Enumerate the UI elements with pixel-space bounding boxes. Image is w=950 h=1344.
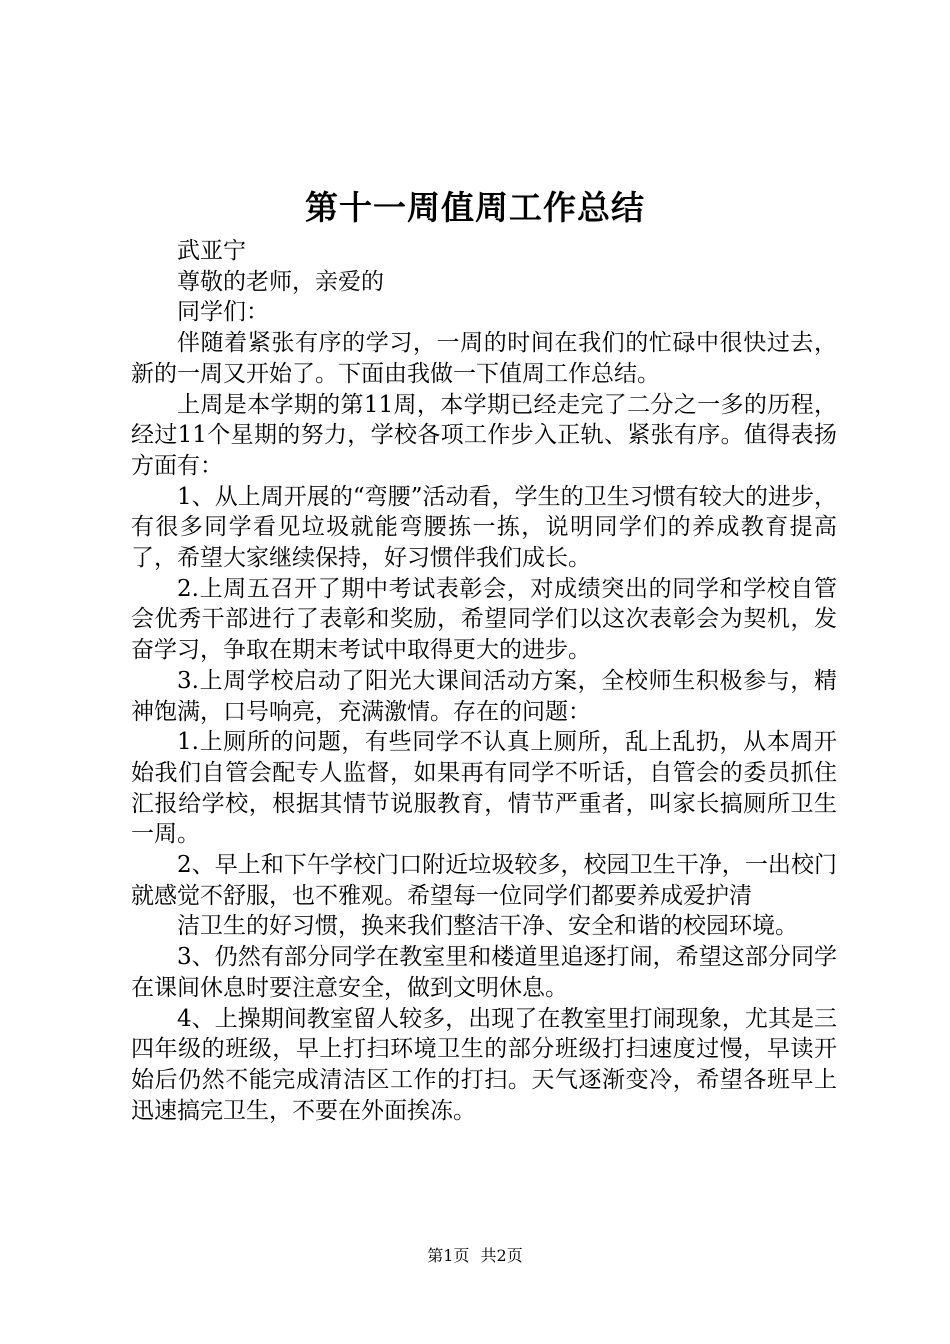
page-number: 第1页 — [427, 1246, 470, 1265]
paragraph-issue-4: 4、上操期间教室留人较多，出现了在教室里打闹现象，尤其是三四年级的班级，早上打扫环境卫生的部分班级打扫速度过慢，早读开始后仍然不能完成清洁区工作的打扫。天气逐渐变冷，希望各班早上迅速搞完卫生，不要在外面挨冻。 — [131, 1005, 837, 1124]
paragraph-issue-1: 1.上厕所的问题，有些同学不认真上厕所，乱上乱扔，从本周开始我们自管会配专人监督，如果再有同学不听话，自管会的委员抓住汇报给学校，根据其情节说服教育，情节严重者，叫家长搞厕所卫生一周。 — [131, 729, 837, 848]
paragraph-issue-3: 3、仍然有部分同学在教室里和楼道里追逐打闹，希望这部分同学在课间休息时要注意安全，做到文明休息。 — [131, 944, 837, 1001]
document-title: 第十一周值周工作总结 — [305, 188, 645, 227]
salutation-line-1: 尊敬的老师，亲爱的 — [177, 268, 384, 295]
author-line: 武亚宁 — [177, 238, 246, 264]
paragraph-intro: 伴随着紧张有序的学习，一周的时间在我们的忙碌中很快过去，新的一周又开始了。下面由我做一下值周工作总结。 — [131, 330, 837, 387]
paragraph-issue-2: 2、早上和下午学校门口附近垃圾较多，校园卫生干净，一出校门就感觉不舒服，也不雅观。希望每一位同学们都要养成爱护清 — [131, 852, 837, 909]
paragraph-praise-2: 2.上周五召开了期中考试表彰会，对成绩突出的同学和学校自管会优秀干部进行了表彰和奖励，希望同学们以这次表彰会为契机，发奋学习，争取在期末考试中取得更大的进步。 — [131, 575, 837, 664]
paragraph-praise-3: 3.上周学校启动了阳光大课间活动方案，全校师生积极参与，精神饱满，口号响亮，充满激情。存在的问题： — [131, 667, 837, 725]
page-total: 共2页 — [480, 1246, 523, 1265]
paragraph-week-overview: 上周是本学期的第11周，本学期已经走完了二分之一多的历程，经过11个星期的努力，学校各项工作步入正轨、紧张有序。值得表扬方面有： — [131, 391, 837, 479]
document-body — [131, 236, 837, 1126]
salutation-line-2: 同学们： — [177, 299, 269, 326]
page-footer — [0, 1244, 950, 1268]
paragraph-praise-1: 1、从上周开展的“弯腰”活动看，学生的卫生习惯有较大的进步，有很多同学看见垃圾就能弯腰拣一拣，说明同学们的养成教育提高了，希望大家继续保持，好习惯伴我们成长。 — [131, 483, 837, 572]
paragraph-issue-2-continued: 洁卫生的好习惯，换来我们整洁干净、安全和谐的校园环境。 — [177, 913, 798, 940]
